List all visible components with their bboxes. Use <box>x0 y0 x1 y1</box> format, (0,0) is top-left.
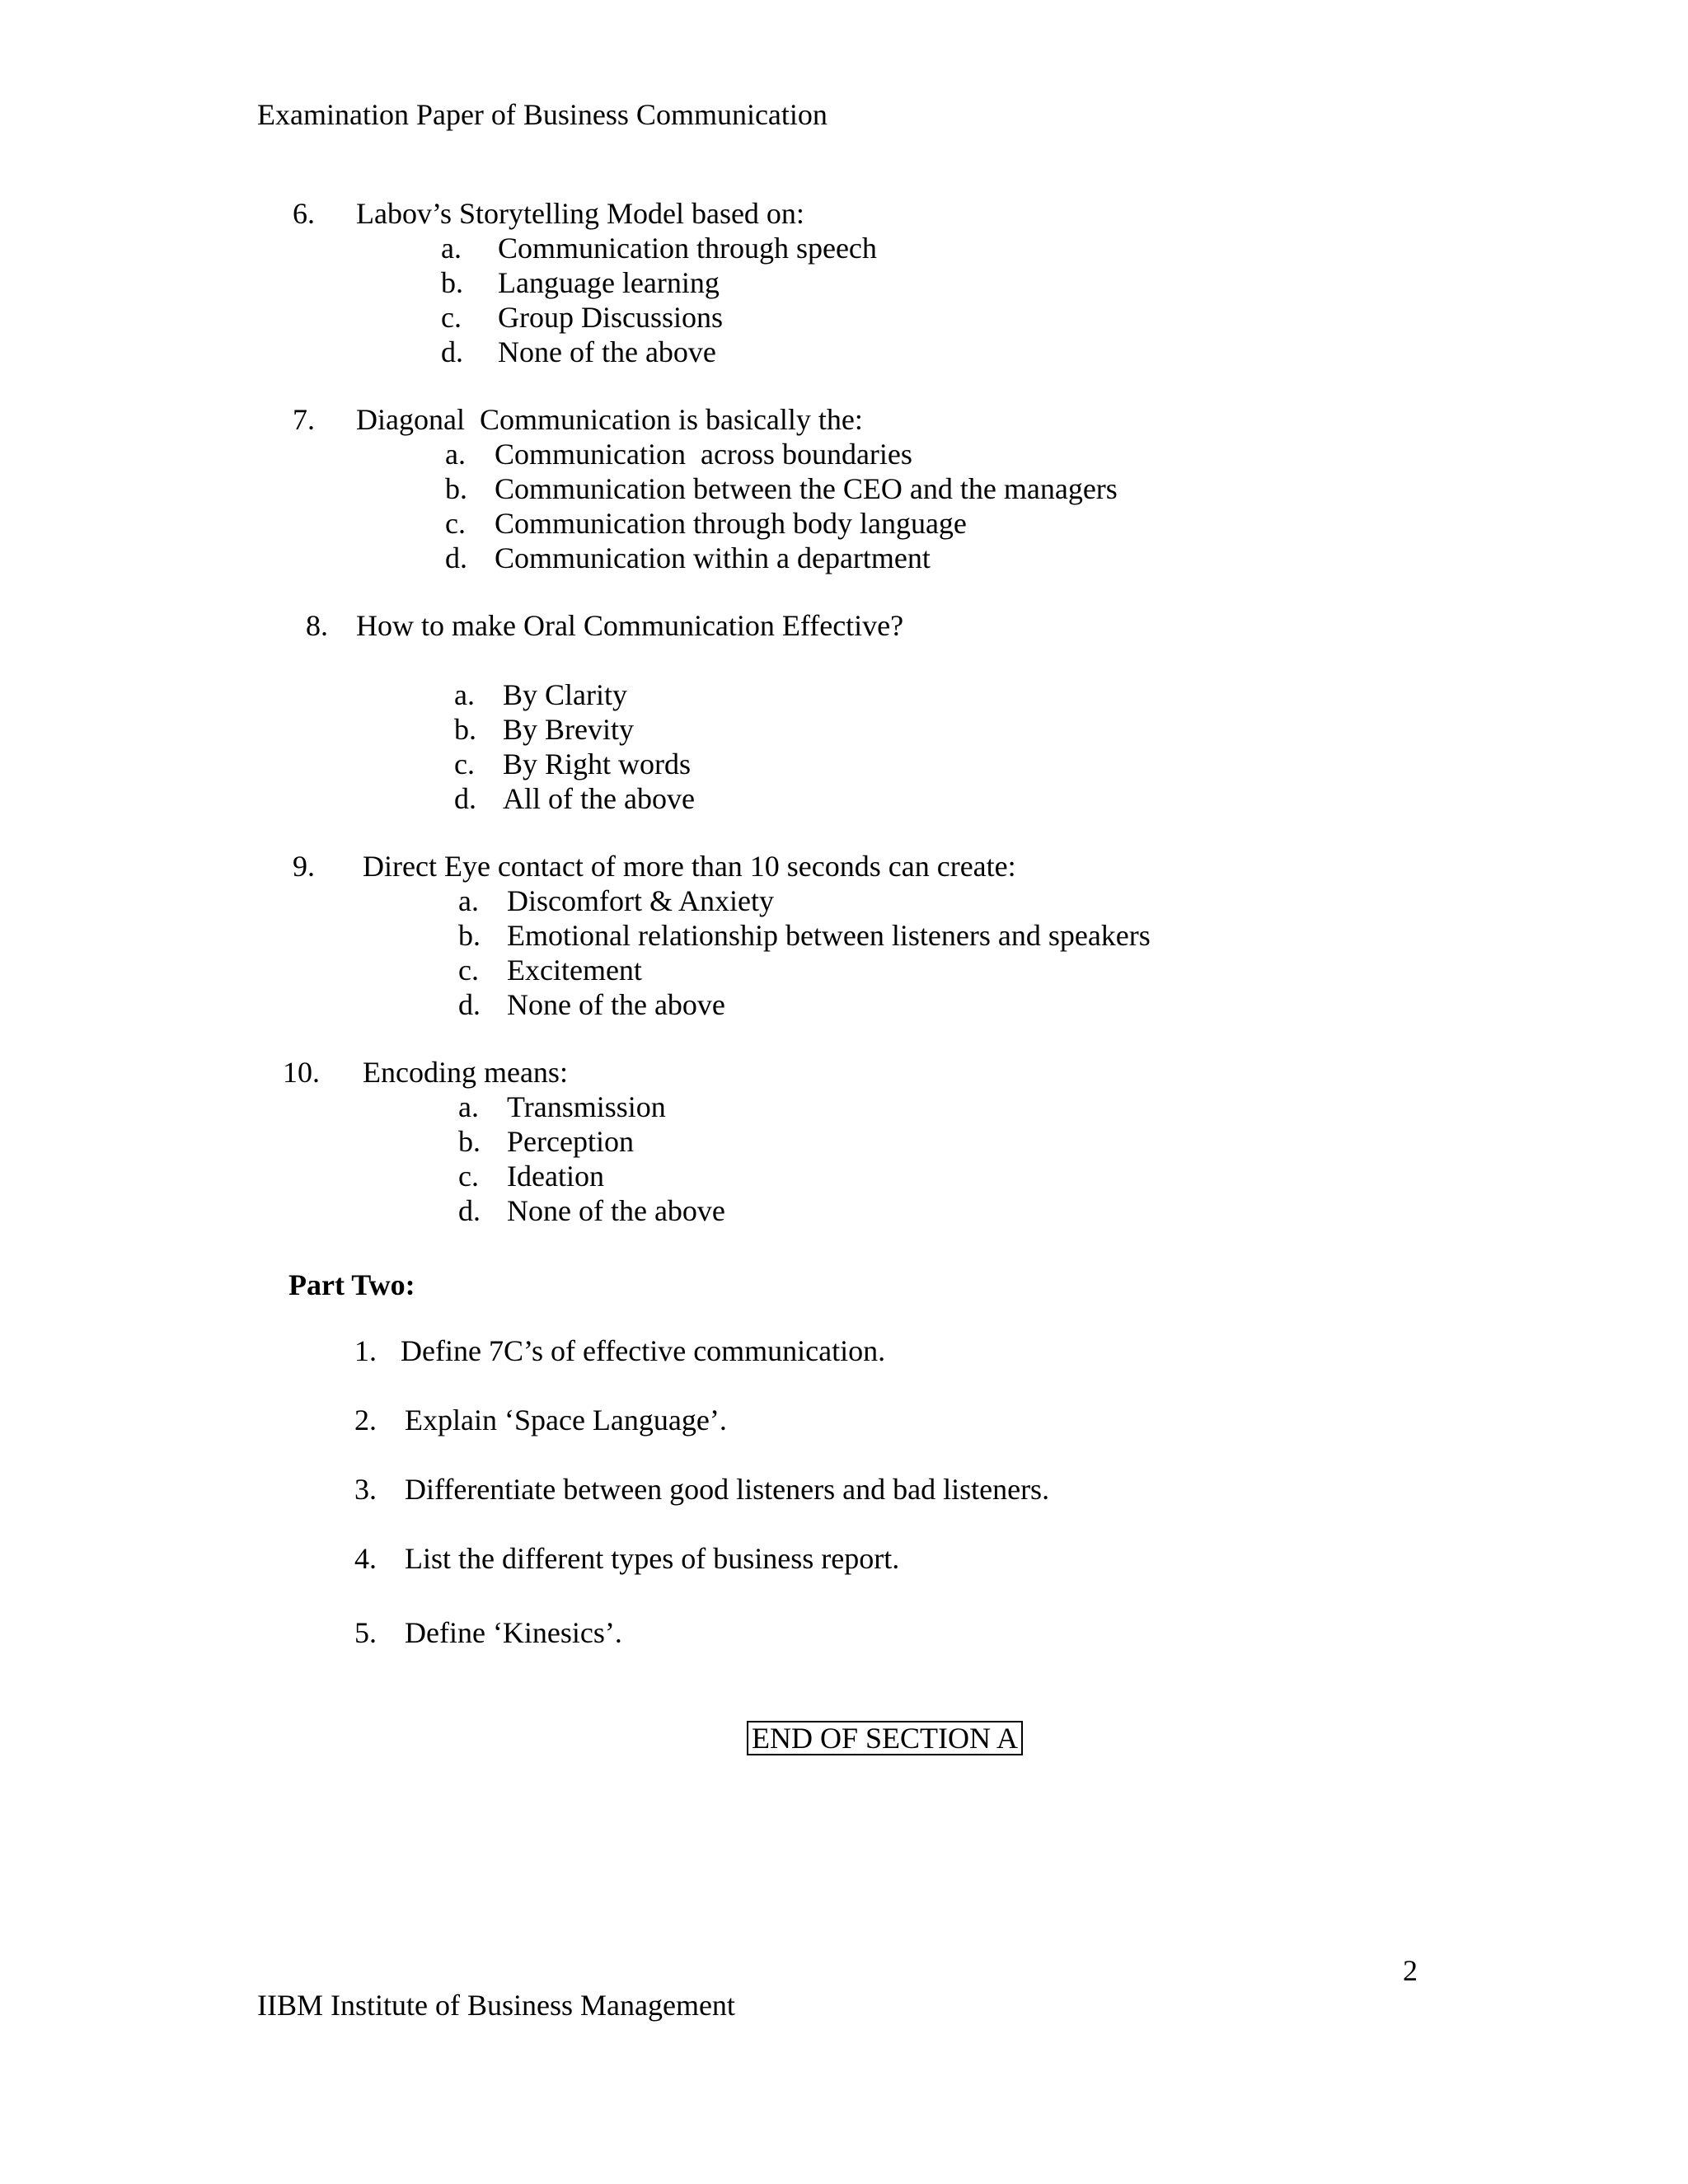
question-text: Encoding means: <box>363 1056 568 1089</box>
option-text: Transmission <box>507 1090 666 1123</box>
question-text: Diagonal Communication is basically the: <box>356 403 863 436</box>
option-letter: b. <box>458 1125 481 1158</box>
option-letter: b. <box>445 472 467 505</box>
option-letter: c. <box>454 748 475 780</box>
part-two-item-number: 4. <box>354 1542 377 1575</box>
option-text: Excitement <box>507 954 642 987</box>
option-text: Communication within a department <box>495 541 931 574</box>
question-number: 6. <box>293 197 315 230</box>
option-text: None of the above <box>507 1194 725 1227</box>
option-letter: d. <box>458 988 481 1021</box>
option-text: Communication through body language <box>495 507 967 540</box>
question-number: 10. <box>283 1056 320 1089</box>
option-text: Communication between the CEO and the managers <box>495 472 1118 505</box>
option-letter: d. <box>458 1194 481 1227</box>
option-letter: a. <box>441 232 462 265</box>
option-text: Communication through speech <box>498 232 877 265</box>
option-letter: b. <box>454 713 476 746</box>
end-of-section-box: END OF SECTION A <box>747 1721 1023 1755</box>
option-letter: d. <box>441 335 463 368</box>
page-header-title: Examination Paper of Business Communication <box>257 98 828 131</box>
question-text: How to make Oral Communication Effective? <box>356 609 904 642</box>
footer-institute: IIBM Institute of Business Management <box>257 1989 735 2022</box>
option-letter: d. <box>454 782 476 815</box>
option-letter: a. <box>445 438 466 471</box>
part-two-heading: Part Two: <box>288 1268 415 1301</box>
part-two-item-text: List the different types of business report. <box>405 1542 900 1575</box>
option-letter: a. <box>458 1090 479 1123</box>
option-text: By Right words <box>503 748 692 780</box>
option-text: Discomfort & Anxiety <box>507 884 774 917</box>
option-text: All of the above <box>503 782 695 815</box>
part-two-item-text: Explain ‘Space Language’. <box>405 1404 727 1436</box>
option-letter: b. <box>458 919 481 952</box>
question-number: 8. <box>306 609 328 642</box>
option-letter: c. <box>458 954 479 987</box>
part-two-item-number: 3. <box>354 1473 377 1506</box>
question-text: Labov’s Storytelling Model based on: <box>356 197 804 230</box>
option-text: Language learning <box>498 266 720 299</box>
question-number: 7. <box>293 403 315 436</box>
part-two-item-text: Define ‘Kinesics’. <box>405 1616 622 1649</box>
option-text: Perception <box>507 1125 634 1158</box>
option-letter: a. <box>458 884 479 917</box>
part-two-item-number: 5. <box>354 1616 377 1649</box>
page-number: 2 <box>1403 1954 1418 1987</box>
option-letter: d. <box>445 541 467 574</box>
option-text: Ideation <box>507 1160 604 1193</box>
option-letter: b. <box>441 266 463 299</box>
option-letter: c. <box>458 1160 479 1193</box>
option-text: None of the above <box>498 335 716 368</box>
option-text: None of the above <box>507 988 725 1021</box>
option-letter: c. <box>441 301 462 334</box>
option-text: By Clarity <box>503 678 627 711</box>
option-text: Emotional relationship between listeners and speakers <box>507 919 1151 952</box>
part-two-item-text: Differentiate between good listeners and bad listeners. <box>405 1473 1050 1506</box>
part-two-item-number: 2. <box>354 1404 377 1436</box>
part-two-item-number: 1. <box>354 1334 377 1367</box>
option-text: By Brevity <box>503 713 634 746</box>
option-text: Group Discussions <box>498 301 724 334</box>
option-letter: c. <box>445 507 466 540</box>
question-text: Direct Eye contact of more than 10 seconds can create: <box>363 850 1016 883</box>
option-letter: a. <box>454 678 475 711</box>
question-number: 9. <box>293 850 315 883</box>
part-two-item-text: Define 7C’s of effective communication. <box>401 1334 886 1367</box>
option-text: Communication across boundaries <box>495 438 912 471</box>
